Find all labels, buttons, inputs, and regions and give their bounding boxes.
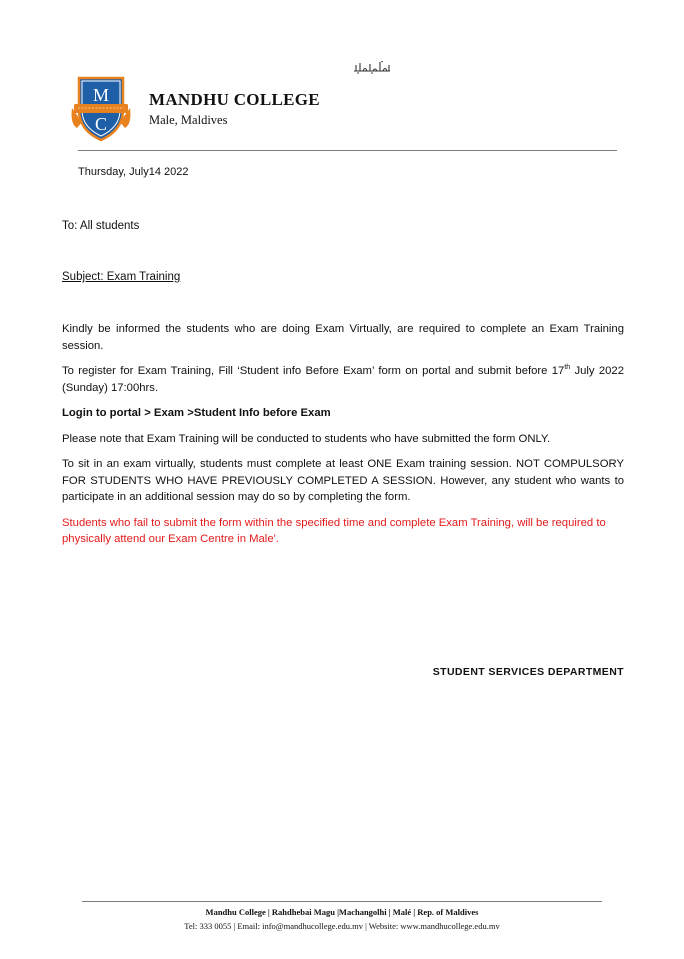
college-crest-logo xyxy=(68,74,134,144)
paragraph-note: Please note that Exam Training will be conducted to students who have submitted the form ONLY. xyxy=(62,432,551,445)
letter-body xyxy=(62,321,624,557)
warning-paragraph: Students who fail to submit the form within the specified time and complete Exam Training, will be required to physically attend our Exam Centre in Male'. xyxy=(62,516,606,545)
registration-text-end: July 2022 (Sunday) 17:00hrs. xyxy=(62,365,624,394)
college-name: MANDHU COLLEGE xyxy=(149,90,320,109)
footer-divider xyxy=(82,901,602,902)
paragraph-requirement: To sit in an exam virtually, students must complete at least ONE Exam training session. NOT COMPULSORY FOR STUDENTS WHO HAVE PREVIOUSLY COMPLETED A SESSION. However, any student who wants to participate in an additional session may do so by completing the form. xyxy=(62,458,624,503)
recipient-line: To: All students xyxy=(62,220,140,232)
subject-line: Subject: Exam Training xyxy=(62,271,181,283)
department-signature: STUDENT SERVICES DEPARTMENT xyxy=(432,666,624,678)
footer-address: Mandhu College | Rahdhebai Magu |Machangolhi | Malé | Rep. of Maldives xyxy=(205,907,479,917)
portal-path-instruction: Login to portal > Exam >Student Info before Exam xyxy=(62,407,331,419)
ordinal-suffix: th xyxy=(564,364,571,372)
svg-text:C: C xyxy=(94,114,108,134)
paragraph-registration xyxy=(62,363,624,396)
footer-contact: Tel: 333 0055 | Email: info@mandhucollege.edu.mv | Website: www.mandhucollege.edu.mv xyxy=(184,921,500,931)
header-divider xyxy=(78,150,617,151)
letter-date: Thursday, July14 2022 xyxy=(78,166,189,178)
svg-text:M: M xyxy=(92,85,110,105)
bismillah-calligraphy-icon xyxy=(352,60,392,74)
college-location: Male, Maldives xyxy=(149,113,228,127)
paragraph-intro: Kindly be informed the students who are doing Exam Virtually, are required to complete an Exam Training session. xyxy=(62,323,624,352)
registration-text-start: To register for Exam Training, Fill ‘Student info Before Exam’ form on portal and submit before 17 xyxy=(62,365,565,377)
